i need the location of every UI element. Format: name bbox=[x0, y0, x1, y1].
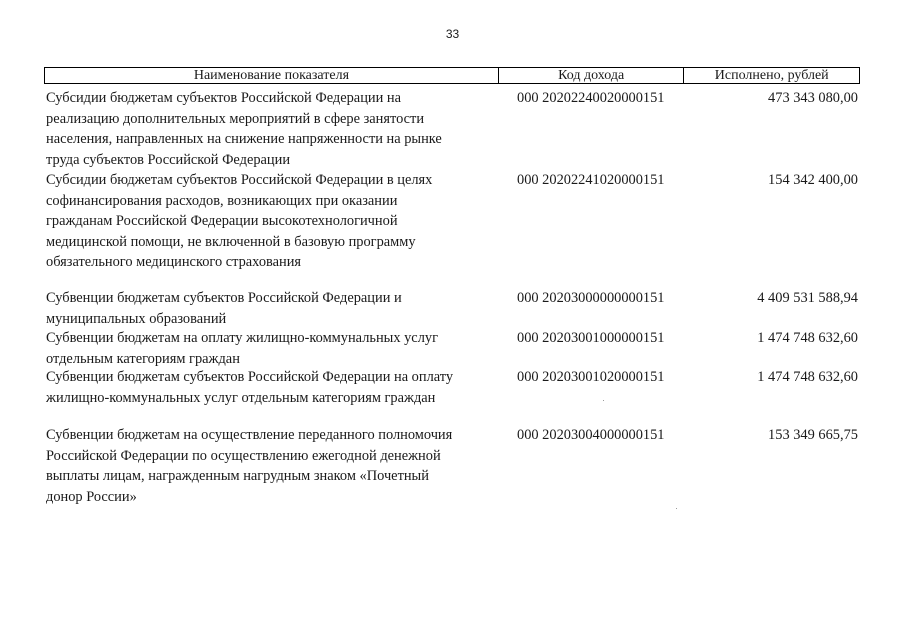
table-header bbox=[44, 67, 860, 84]
page-number: 33 bbox=[445, 27, 460, 41]
budget-table bbox=[44, 67, 860, 505]
row-name bbox=[44, 367, 498, 408]
row-amount: 153 349 665,75 bbox=[768, 427, 858, 443]
row-amount: 1 474 748 632,60 bbox=[757, 369, 858, 385]
row-name bbox=[44, 170, 498, 273]
row-name-line: Субвенции бюджетам на оплату жилищно-коммунальных услуг bbox=[46, 330, 438, 346]
row-amount: 4 409 531 588,94 bbox=[757, 290, 858, 306]
row-name-line: труда субъектов Российской Федерации bbox=[46, 151, 291, 168]
header-code: Код дохода bbox=[498, 68, 684, 83]
table-row bbox=[44, 367, 860, 408]
table-row bbox=[44, 288, 860, 329]
row-name bbox=[44, 288, 498, 329]
scan-speck bbox=[676, 508, 677, 509]
header-amount: Исполнено, рублей bbox=[683, 68, 859, 83]
row-name-line: жилищно-коммунальных услуг отдельным категориям граждан bbox=[46, 389, 436, 406]
row-name-line: Субвенции бюджетам субъектов Российской Федерации и bbox=[46, 290, 402, 306]
row-name-line: донор России» bbox=[46, 488, 137, 505]
row-amount: 1 474 748 632,60 bbox=[757, 330, 858, 346]
table-row bbox=[44, 170, 860, 273]
row-code: 000 20202240020000151 bbox=[517, 90, 665, 106]
row-name bbox=[44, 328, 498, 369]
header-name: Наименование показателя bbox=[193, 68, 350, 83]
row-name-line: Российской Федерации по осуществлению ежегодной денежной bbox=[46, 447, 441, 464]
row-amount: 473 343 080,00 bbox=[768, 90, 858, 106]
row-name-line: Субсидии бюджетам субъектов Российской Федерации в целях bbox=[46, 172, 433, 188]
row-name-line: софинансирования расходов, возникающих при оказании bbox=[46, 192, 398, 209]
row-name-line: выплаты лицам, награжденным нагрудным знаком «Почетный bbox=[46, 468, 429, 484]
row-name bbox=[44, 88, 498, 170]
row-name-line: Субвенции бюджетам субъектов Российской Федерации на оплату bbox=[46, 369, 454, 385]
table-row bbox=[44, 88, 860, 170]
row-code: 000 20202241020000151 bbox=[517, 172, 665, 188]
table-row bbox=[44, 425, 860, 507]
row-amount: 154 342 400,00 bbox=[768, 172, 858, 188]
row-code: 000 20203001000000151 bbox=[517, 330, 665, 346]
row-code: 000 20203000000000151 bbox=[517, 290, 665, 306]
row-code: 000 20203004000000151 bbox=[517, 427, 665, 443]
scan-speck bbox=[603, 400, 604, 401]
row-name-line: обязательного медицинского страхования bbox=[46, 254, 302, 270]
table-row bbox=[44, 328, 860, 369]
row-name bbox=[44, 425, 498, 507]
row-name-line: Субсидии бюджетам субъектов Российской Федерации на bbox=[46, 90, 401, 106]
row-name-line: реализацию дополнительных мероприятий в сфере занятости bbox=[46, 110, 425, 127]
row-name-line: отдельным категориям граждан bbox=[46, 350, 240, 367]
row-name-line: гражданам Российской Федерации высокотехнологичной bbox=[46, 213, 398, 229]
row-name-line: населения, направленных на снижение напряженности на рынке bbox=[46, 131, 442, 147]
row-name-line: медицинской помощи, не включенной в базовую программу bbox=[46, 233, 416, 250]
row-name-line: Субвенции бюджетам на осуществление переданного полномочия bbox=[46, 427, 453, 443]
row-name-line: муниципальных образований bbox=[46, 310, 227, 327]
row-code: 000 20203001020000151 bbox=[517, 369, 665, 385]
